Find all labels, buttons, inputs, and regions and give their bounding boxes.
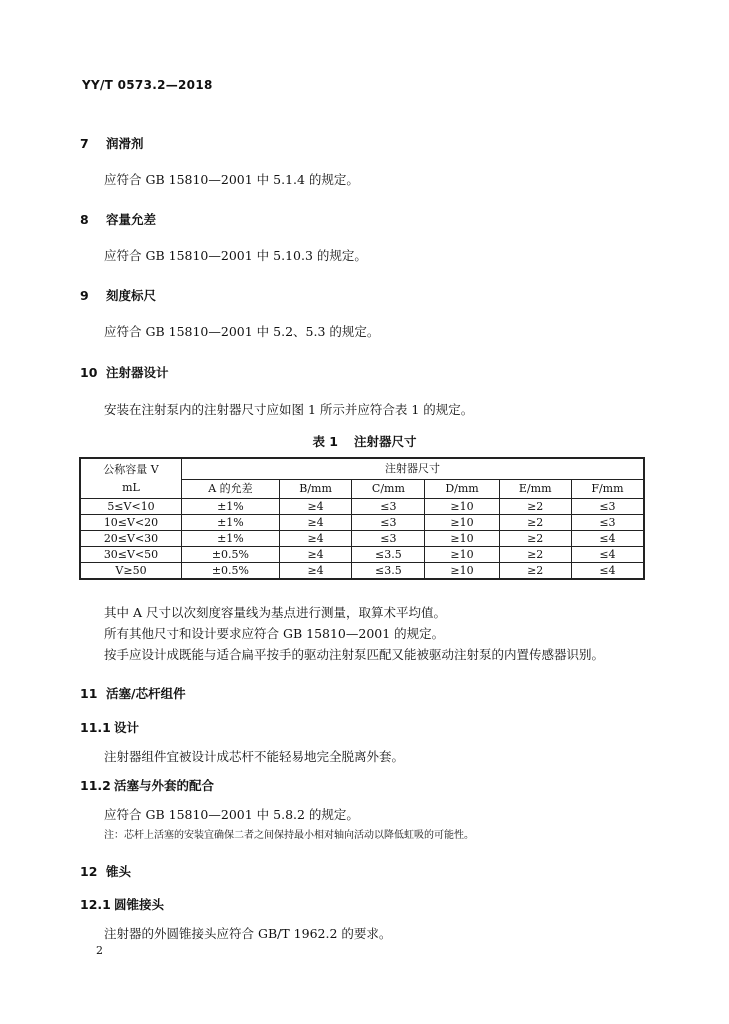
column-header: E/mm [499, 480, 571, 499]
table-cell: ≤3 [571, 499, 644, 515]
table-cell: ≤3 [352, 499, 425, 515]
table-row [80, 499, 644, 515]
section-12-1-heading [80, 895, 164, 913]
table-note-line-1: 其中 A 尺寸以次刻度容量线为基点进行测量，取算术平均值。 [104, 605, 446, 620]
table-row [80, 547, 644, 563]
section-number: 11.2 [80, 778, 111, 793]
section-title: 设计 [114, 720, 140, 735]
section-8-heading [80, 210, 156, 228]
table-cell: ≥2 [499, 563, 571, 580]
section-title: 容量允差 [106, 212, 157, 227]
table-cell: 10≤V<20 [80, 515, 182, 531]
table-cell: ≤4 [571, 547, 644, 563]
section-11-heading [80, 684, 186, 702]
table-cell: ≥4 [279, 547, 351, 563]
section-number: 11 [80, 686, 98, 701]
section-title: 圆锥接头 [114, 897, 165, 912]
nominal-capacity-label: 公称容量 V [103, 462, 159, 476]
section-9-text: 应符合 GB 15810—2001 中 5.2、5.3 的规定。 [104, 324, 380, 339]
table-row [80, 531, 644, 547]
group-header: 注射器尺寸 [182, 458, 645, 480]
table-cell: ≥2 [499, 547, 571, 563]
section-12-1-text: 注射器的外圆锥接头应符合 GB/T 1962.2 的要求。 [104, 926, 392, 941]
section-number: 12 [80, 864, 98, 879]
table-cell: ≥4 [279, 531, 351, 547]
section-number: 8 [80, 212, 89, 227]
page-number: 2 [96, 944, 103, 957]
table-cell: ≥2 [499, 515, 571, 531]
table-cell: ±0.5% [182, 563, 280, 580]
table-cell: ≥10 [425, 499, 499, 515]
section-title: 活塞与外套的配合 [114, 778, 215, 793]
section-number: 7 [80, 136, 89, 151]
syringe-dimensions-table [79, 457, 645, 580]
table-cell: ≥2 [499, 499, 571, 515]
section-number: 12.1 [80, 897, 111, 912]
column-header: B/mm [279, 480, 351, 499]
table-cell: ≤3 [571, 515, 644, 531]
table-caption-number: 表 1 [312, 434, 339, 449]
table-caption [0, 432, 729, 450]
table-cell: ≥10 [425, 563, 499, 580]
section-number: 11.1 [80, 720, 111, 735]
table-cell: ≤3.5 [352, 563, 425, 580]
section-title: 锥头 [106, 864, 132, 879]
table-cell: 30≤V<50 [80, 547, 182, 563]
table-cell: ±1% [182, 499, 280, 515]
section-7-heading [80, 134, 144, 152]
section-12-heading [80, 862, 131, 880]
section-10-heading [80, 363, 169, 381]
table-cell: ≤3 [352, 515, 425, 531]
table-cell: ±0.5% [182, 547, 280, 563]
section-title: 活塞/芯杆组件 [106, 686, 186, 701]
nominal-capacity-header [80, 458, 182, 499]
table-cell: ±1% [182, 531, 280, 547]
table-cell: ±1% [182, 515, 280, 531]
column-header: D/mm [425, 480, 499, 499]
section-11-2-note: 注：芯杆上活塞的安装宜确保二者之间保持最小相对轴向活动以降低虹吸的可能性。 [104, 830, 474, 841]
table-cell: 20≤V<30 [80, 531, 182, 547]
column-header: F/mm [571, 480, 644, 499]
table-cell: ≥2 [499, 531, 571, 547]
section-7-text: 应符合 GB 15810—2001 中 5.1.4 的规定。 [104, 172, 359, 187]
section-10-text: 安装在注射泵内的注射器尺寸应如图 1 所示并应符合表 1 的规定。 [104, 402, 474, 417]
table-cell: ≤4 [571, 563, 644, 580]
table-cell: ≥10 [425, 531, 499, 547]
section-11-2-text: 应符合 GB 15810—2001 中 5.8.2 的规定。 [104, 807, 359, 822]
column-header: A 的允差 [182, 480, 280, 499]
table-cell: 5≤V<10 [80, 499, 182, 515]
table-note-line-2: 所有其他尺寸和设计要求应符合 GB 15810—2001 的规定。 [104, 626, 445, 641]
section-11-2-heading [80, 776, 214, 794]
nominal-capacity-unit: mL [122, 480, 140, 494]
table-row [80, 515, 644, 531]
standard-code-header: YY/T 0573.2—2018 [82, 78, 213, 92]
table-cell: ≤3 [352, 531, 425, 547]
table-cell: ≥4 [279, 499, 351, 515]
table-cell: ≥10 [425, 515, 499, 531]
table-cell: ≥4 [279, 563, 351, 580]
table-cell: ≤4 [571, 531, 644, 547]
table-cell: ≥4 [279, 515, 351, 531]
column-header: C/mm [352, 480, 425, 499]
section-title: 刻度标尺 [106, 288, 157, 303]
section-title: 润滑剂 [106, 136, 144, 151]
table-note-line-3: 按手应设计成既能与适合扁平按手的驱动注射泵匹配又能被驱动注射泵的内置传感器识别。 [104, 647, 605, 662]
section-11-1-text: 注射器组件宜被设计成芯杆不能轻易地完全脱离外套。 [104, 749, 405, 764]
table-cell: V≥50 [80, 563, 182, 580]
table-caption-title: 注射器尺寸 [354, 434, 417, 449]
table-row [80, 563, 644, 580]
section-11-1-heading [80, 718, 139, 736]
table-cell: ≥10 [425, 547, 499, 563]
section-9-heading [80, 286, 156, 304]
section-number: 9 [80, 288, 89, 303]
section-title: 注射器设计 [106, 365, 169, 380]
section-8-text: 应符合 GB 15810—2001 中 5.10.3 的规定。 [104, 248, 367, 263]
section-number: 10 [80, 365, 98, 380]
table-cell: ≤3.5 [352, 547, 425, 563]
